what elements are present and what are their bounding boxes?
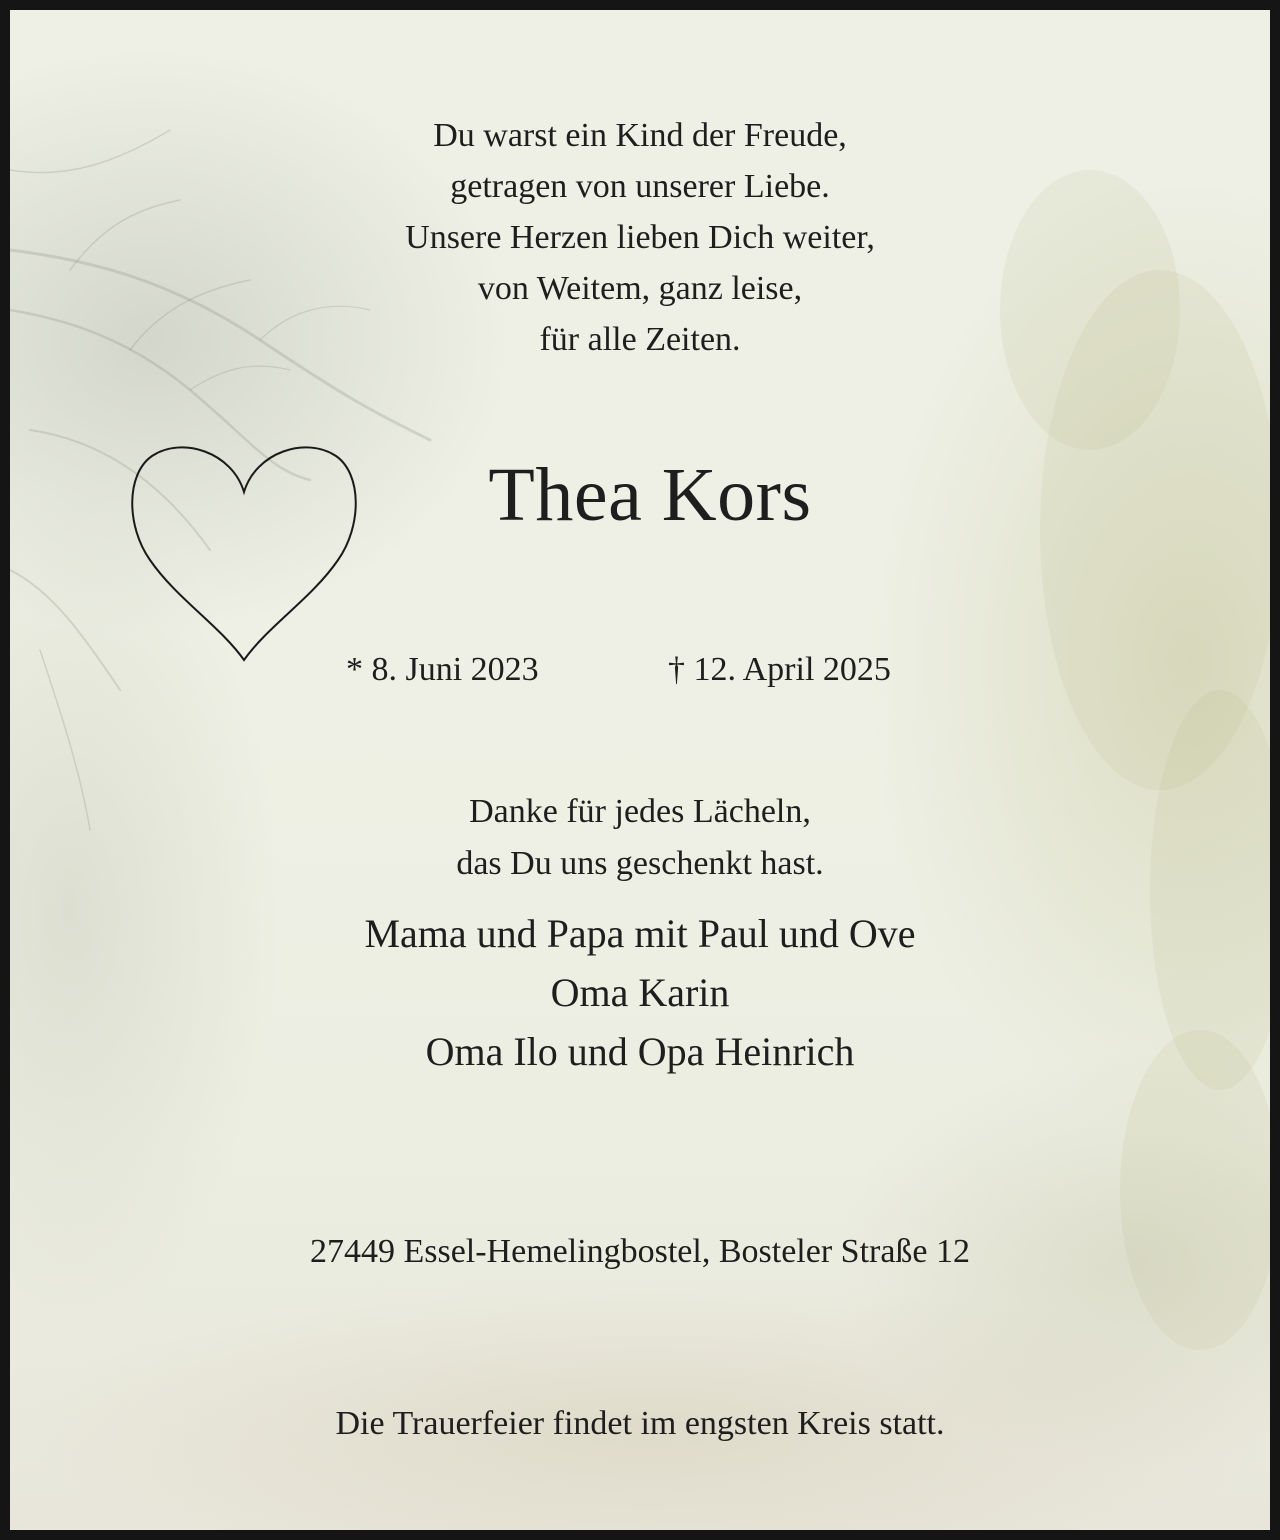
poem-line: von Weitem, ganz leise, [477,270,803,307]
mourners-list [10,904,1270,1081]
poem-line: getragen von unserer Liebe. [450,168,830,205]
death-date: † 12. April 2025 [668,651,891,688]
thanks-message [10,786,1270,890]
poem-line: Du warst ein Kind der Freude, [433,117,847,154]
birth-date: * 8. Juni 2023 [346,651,539,688]
mourner-line: Oma Karin [550,970,730,1015]
poem-line: für alle Zeiten. [539,321,741,358]
deceased-name: Thea Kors [488,453,812,537]
poem-line: Unsere Herzen lieben Dich weiter, [405,219,875,256]
mourner-line: Oma Ilo und Opa Heinrich [425,1029,855,1074]
mourner-line: Mama und Papa mit Paul und Ove [364,911,916,956]
thanks-line: das Du uns geschenkt hast. [456,845,824,882]
ceremony-note: Die Trauerfeier findet im engsten Kreis statt. [335,1405,945,1442]
family-address: 27449 Essel-Hemelingbostel, Bosteler Straße 12 [309,1233,971,1270]
thanks-line: Danke für jedes Lächeln, [469,793,811,830]
poem [10,110,1270,365]
